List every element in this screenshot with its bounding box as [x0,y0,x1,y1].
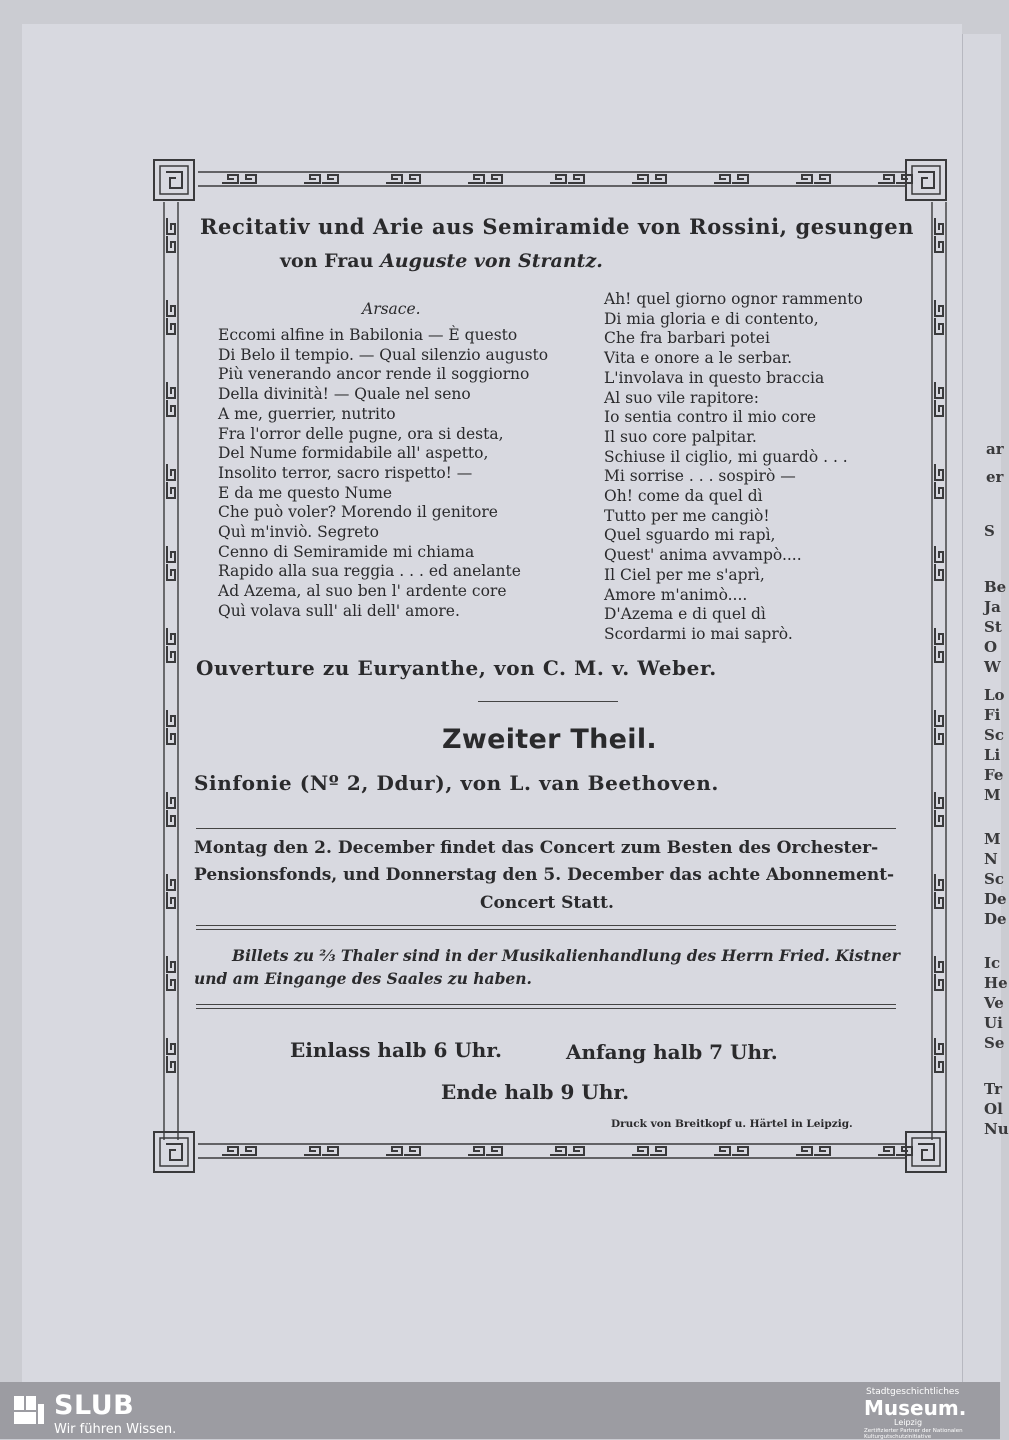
double-divider [196,1004,896,1009]
adjacent-text-fragment: De [984,890,1007,908]
lyric-line: Della divinità! — Quale nel seno [218,385,471,404]
lyric-line: Al suo vile rapitore: [604,388,759,407]
tickets-line-1: Billets zu ⅔ Thaler sind in der Musikalienhandlung des Herrn Fried. Kistner [232,946,900,965]
lyric-line: Fra l'orror delle pugne, ora si desta, [218,424,504,443]
museum-name[interactable]: Museum. [864,1396,967,1420]
adjacent-text-fragment: He [984,974,1008,992]
adjacent-text-fragment: De [984,910,1007,928]
lyric-line: Amore m'animò.... [604,585,748,604]
lyric-line: Quel sguardo mi rapì, [604,526,776,545]
lyric-line: Cenno di Semiramide mi chiama [218,542,475,561]
lyric-line: Quest' anima avvampò.... [604,546,802,565]
lyric-line: Di Belo il tempio. — Qual silenzio augusto [218,345,549,364]
library-tagline: Wir führen Wissen. [54,1422,177,1437]
lyric-line: Che fra barbari potei [604,329,770,348]
lyric-line: Ad Azema, al suo ben l' ardente core [218,582,507,601]
lyric-line: Del Nume formidabile all' aspetto, [218,444,489,463]
adjacent-text-fragment: Fi [984,706,1001,724]
subtitle-prefix: von Frau [280,250,374,272]
lyric-line: Scordarmi io mai saprò. [604,624,793,643]
lyric-line: D'Azema e di quel dì [604,605,766,624]
lyrics-left-column [218,326,548,622]
lyric-line: Vita e onore a le serbar. [604,349,793,368]
notice-line-1: Montag den 2. December findet das Concert zum Besten des Orchester- [194,838,879,858]
adjacent-text-fragment: Lo [984,686,1005,704]
part-two-heading: Zweiter Theil. [442,724,657,755]
adjacent-text-fragment: W [984,658,1001,676]
adjacent-text-fragment: Ol [984,1100,1003,1118]
notice-line-2: Pensionsfonds, und Donnerstag den 5. December das achte Abonnement- [194,865,895,885]
museum-city: Leipzig [894,1418,923,1427]
ende-time: Ende halb 9 Uhr. [441,1080,630,1104]
lyric-line: Il Ciel per me s'aprì, [604,565,765,584]
adjacent-text-fragment: M [984,830,1001,848]
lyrics-right-column [604,290,863,645]
adjacent-text-fragment: Ic [984,954,1001,972]
adjacent-text-fragment: Se [984,1034,1005,1052]
lyric-line: Quì volava sull' ali dell' amore. [218,601,460,620]
adjacent-text-fragment: Nu [984,1120,1009,1138]
aria-subtitle [280,250,603,272]
tickets-line-2: und am Eingange des Saales zu haben. [194,969,532,988]
adjacent-text-fragment: Sc [984,726,1004,744]
slub-logo-icon[interactable] [12,1394,46,1428]
adjacent-text-fragment: ar [986,440,1004,458]
adjacent-text-fragment: Tr [984,1080,1002,1098]
lyric-line: L'involava in questo braccia [604,368,825,387]
divider [196,828,896,829]
viewer-footer [0,1382,1000,1439]
lyric-line: Che può voler? Morendo il genitore [218,503,498,522]
museum-partner-note: Zertifizierter Partner der Nationalen Kulturgutschutzinitiative [864,1428,963,1440]
lyric-line: Oh! come da quel dì [604,487,763,506]
library-name[interactable]: SLUB [54,1390,135,1421]
adjacent-text-fragment: O [984,638,998,656]
adjacent-text-fragment: Sc [984,870,1004,888]
lyric-line: Tutto per me cangiò! [604,506,770,525]
adjacent-text-fragment: er [986,468,1004,486]
museum-label-top: Stadtgeschichtliches [866,1387,960,1397]
adjacent-text-fragment: Ui [984,1014,1003,1032]
lyric-line: Più venerando ancor rende il soggiorno [218,365,530,384]
overture-line: Ouverture zu Euryanthe, von C. M. v. Weber. [196,656,717,680]
lyric-line: Mi sorrise . . . sospirò — [604,467,796,486]
lyric-line: Insolito terror, sacro rispetto! — [218,463,473,482]
aria-title: Recitativ und Arie aus Semiramide von Rossini, gesungen [200,214,915,239]
lyric-line: Quì m'inviò. Segreto [218,523,379,542]
lyric-line: E da me questo Nume [218,483,393,502]
adjacent-text-fragment: Ve [984,994,1004,1012]
anfang-time: Anfang halb 7 Uhr. [566,1040,778,1064]
adjacent-text-fragment: N [984,850,998,868]
lyric-line: Schiuse il ciglio, mi guardò . . . [604,447,848,466]
adjacent-text-fragment: Fe [984,766,1004,784]
singer-name: Auguste von Strantz. [380,250,603,272]
adjacent-text-fragment: St [984,618,1002,636]
notice-line-3: Concert Statt. [480,893,614,913]
role-name: Arsace. [362,300,421,318]
adjacent-text-fragment: M [984,786,1001,804]
lyric-line: Di mia gloria e di contento, [604,309,819,328]
divider [478,701,618,702]
lyric-line: Eccomi alfine in Babilonia — È questo [218,326,518,344]
einlass-time: Einlass halb 6 Uhr. [290,1038,502,1062]
adjacent-text-fragment: Ja [984,598,1001,616]
adjacent-text-fragment: S [984,522,995,540]
symphony-line: Sinfonie (Nº 2, Ddur), von L. van Beethoven. [194,771,719,795]
lyric-line: Rapido alla sua reggia . . . ed anelante [218,562,521,581]
adjacent-text-fragment: Be [984,578,1007,596]
lyric-line: Ah! quel giorno ognor rammento [604,290,863,308]
printer-credit: Druck von Breitkopf u. Härtel in Leipzig. [611,1118,853,1130]
lyric-line: Il suo core palpitar. [604,427,757,446]
lyric-line: Io sentia contro il mio core [604,408,817,427]
double-divider [196,925,896,930]
lyric-line: A me, guerrier, nutrito [218,404,396,423]
adjacent-text-fragment: Li [984,746,1001,764]
